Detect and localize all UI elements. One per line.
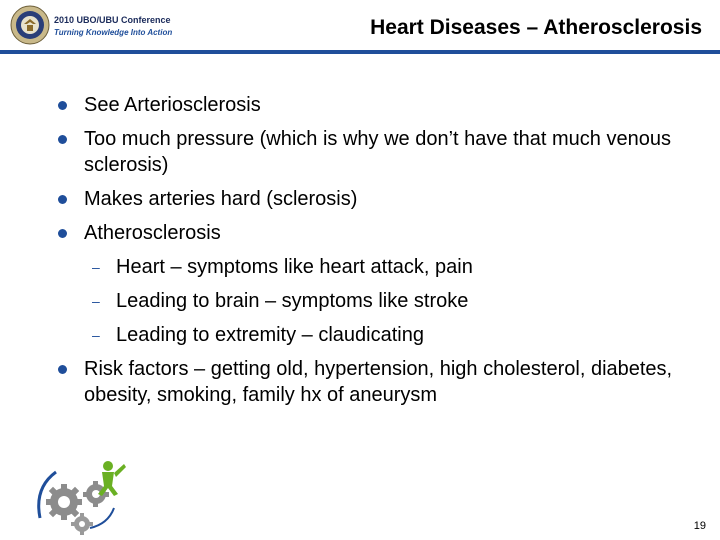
sub-bullet-item [58, 322, 708, 348]
sub-bullet-item [58, 288, 708, 314]
gears-logo-icon [30, 458, 130, 536]
bullet-text: Atherosclerosis [84, 222, 221, 244]
slide-title: Heart Diseases – Atherosclerosis [370, 16, 702, 39]
dash-icon: – [92, 293, 100, 309]
sub-bullet-text: Leading to brain – symptoms like stroke [116, 290, 469, 312]
sub-bullet-text: Heart – symptoms like heart attack, pain [116, 256, 473, 278]
sub-bullet-item [58, 254, 708, 280]
bullet-item [58, 356, 708, 408]
bullet-text: See Arteriosclerosis [84, 94, 261, 116]
bullet-text: Risk factors – getting old, hypertension, high cholesterol, diabetes, obesity, smoking, family hx of aneurysm [84, 358, 673, 406]
bullet-item [58, 220, 708, 246]
bullet-list [58, 92, 708, 416]
bullet-item [58, 126, 708, 178]
dash-icon: – [92, 327, 100, 343]
bullet-item [58, 92, 708, 118]
bullet-dot-icon [58, 365, 67, 374]
dash-icon: – [92, 259, 100, 275]
bullet-dot-icon [58, 229, 67, 238]
slide-header [0, 0, 720, 52]
bullet-dot-icon [58, 195, 67, 204]
bullet-item [58, 186, 708, 212]
conference-tagline: Turning Knowledge Into Action [54, 28, 173, 37]
bullet-dot-icon [58, 101, 67, 110]
bullet-dot-icon [58, 135, 67, 144]
dod-seal-icon [10, 5, 50, 45]
header-divider [0, 50, 720, 54]
conference-title: 2010 UBO/UBU Conference [54, 15, 171, 25]
page-number: 19 [693, 520, 706, 532]
sub-bullet-text: Leading to extremity – claudicating [116, 324, 424, 346]
bullet-text: Too much pressure (which is why we don’t have that much venous sclerosis) [84, 128, 671, 176]
bullet-text: Makes arteries hard (sclerosis) [84, 188, 358, 210]
